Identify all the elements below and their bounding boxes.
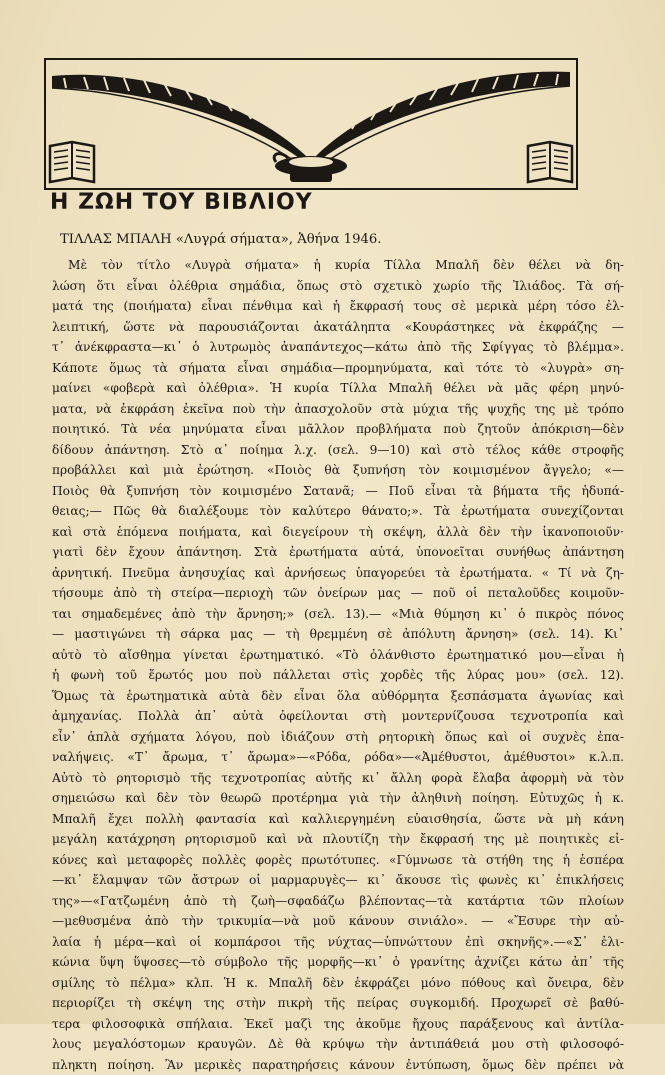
text-line: καὶ στὰ ἑπόμενα ποιήματα, καὶ διεγείρουν τὴ σκέψη, ἀλλὰ δὲν τὴν ἱκανοποιοῦν· xyxy=(52,522,624,543)
text-line: ποιητικό. Τὰ νέα μηνύματα εἶναι μᾶλλον προβλήματα ποὺ ζητοῦν ἀπόκριση—δὲν xyxy=(52,419,624,440)
text-line: κόνες καὶ μεταφορὲς πολλὲς φορὲς πρωτότυπες. «Γύμνωσε τὰ στήθη της ἡ ἑσπέρα xyxy=(52,850,624,871)
text-line: λαία ἡ μέρα—καὶ οἱ κομπάρσοι τῆς νύχτας—ὑπνώττουν ἐπὶ σκηνῆς».—«Σ᾽ ἐλι- xyxy=(52,932,624,953)
text-line: τήσουμε ἀπὸ τὴ στείρα—περιοχὴ τῶν ὀνείρων μας — ποῦ οἱ πεταλοῦδες κοιμοῦν- xyxy=(52,583,624,604)
text-line: —κι᾽ ἔλαμψαν τῶν ἄστρων οἱ μαρμαρυγὲς— κι᾽ ἄκουσε τὶς φωνὲς κι᾽ ἐπικλήσεις xyxy=(52,870,624,891)
text-line: ἀμηχανίας. Πολλὰ ἀπ᾽ αὐτὰ ὀφείλονται στὴ μοντερνίζουσα τεχνοτροπία καὶ xyxy=(52,706,624,727)
text-line: ματα, νὰ ἐκφράση ἐκεῖνα ποὺ τὴν ἀπασχολοῦν στὰ μύχια τῆς ψυχῆς της μὲ τρόπο xyxy=(52,399,624,420)
text-line: τ᾽ ἀνέκφραστα—κι᾽ ὁ λυτρωμὸς ἀναπάντεχος—κάτω ἀπὸ τῆς Σφίγγας τὸ βλέμμα». xyxy=(52,337,624,358)
text-line: λώση ὅτι εἶναι ὀλέθρια σημάδια, ὅπως στὸ σχετικὸ χωρίο τῆς Ἰλιάδος. Τὰ σή- xyxy=(52,276,624,297)
text-line: ται σημαδεμένες ἀπὸ τὴν ἄρνηση;» (σελ. 13).— «Μιὰ θύμηση κι᾽ ὁ πικρὸς πόνος xyxy=(52,604,624,625)
text-line: της»—«Γατζωμένη ἀπὸ τὴ ζωὴ—σφαδάζω βλέποντας—τὰ κατάρτια τῶν πλοίων xyxy=(52,891,624,912)
text-line: μαίνει «φοβερὰ καὶ ὀλέθρια». Ἡ κυρία Τίλλα Μπαλῆ θέλει νὰ μᾶς φέρη μηνύ- xyxy=(52,378,624,399)
text-line: δίδουν ἀπάντηση. Στὸ α᾽ ποίημα λ.χ. (σελ. 9—10) καὶ στὸ τέλος κάθε στροφῆς xyxy=(52,440,624,461)
text-line: περιορίζει τὴ σκέψη της στὴν πικρὴ τῆς πείρας συγκομιδή. Προχωρεῖ σὲ βαθύ- xyxy=(52,993,624,1014)
text-line: ἡ φωνὴ τοῦ ἔρωτός μου ποὺ πάλλεται στὶς χορδὲς τῆς λύρας μου» (σελ. 12). xyxy=(52,665,624,686)
text-line: προβάλλει καὶ μιὰ ἐρώτηση. «Ποιὸς θὰ ξυπνήση τὸν κοιμισμένον ἄγγελο; «— xyxy=(52,460,624,481)
text-line: λειπτική, ὥστε νὰ παρουσιάζονται ἀκατάληπτα «Κουράστηκες νὰ ἐκφράζης — xyxy=(52,317,624,338)
text-line: — μαστιγώνει τὴ σάρκα μας — τὴ θρεμμένη σὲ ἀπόλυτη ἄρνηση» (σελ. 14). Κι᾽ xyxy=(52,624,624,645)
text-line: πληκτη ποίηση. Ἂν μερικὲς παρατηρήσεις κάνουν ἐντύπωση, ὅμως δὲν πρέπει νὰ xyxy=(52,1055,624,1075)
text-line: σμίλης τὸ πέλμα» κλπ. Ἡ κ. Μπαλῆ δὲν ἐκφράζει μόνο πόθους καὶ ὄνειρα, δὲν xyxy=(52,973,624,994)
text-line: ματά της (ποιήματα) εἶναι πένθιμα καὶ ἡ ἔκφρασή τους σὲ μερικὰ μέρη τόσο ἐλ- xyxy=(52,296,624,317)
text-line: ναλήψεις. «Τ᾽ ἄρωμα, τ᾽ ἄρωμα»—«Ρόδα, ρόδα»—«Ἀμέθυστοι, ἀμέθυστοι» κ.λ.π. xyxy=(52,747,624,768)
text-line: Μπαλῆ ἔχει πολλὴ φαντασία καὶ καλλιεργημένη εὐαισθησία, ὥστε νὰ μὴ κάνη xyxy=(52,809,624,830)
text-line: Ὅμως τὰ ἐρωτηματικὰ αὐτὰ δὲν εἶναι ὅλα αὐθόρμητα ξεσπάσματα ἀγωνίας καὶ xyxy=(52,686,624,707)
open-books-and-lamp-ornament-icon xyxy=(44,58,578,190)
text-line: Αὐτὸ τὸ ρητορισμὸ τῆς τεχνοτροπίας αὐτῆς κι᾽ ἄλλη φορὰ ἔλαβα ἀφορμὴ νὰ τὸν xyxy=(52,768,624,789)
text-line: αὐτὸ τὸ αἴσθημα γίνεται ἐρωτηματικό. «Τὸ ὀλάνθιστο ἐρωτηματικό μου—εἶναι ἡ xyxy=(52,645,624,666)
text-line: Ποιὸς θὰ ξυπνήση τὸν κοιμισμένο Σατανᾶ; — Ποῦ εἶναι τὰ βήματα τῆς ἡδυπά- xyxy=(52,481,624,502)
review-body xyxy=(52,255,624,1075)
text-line: θειας;— Πῶς θὰ διαλέξουμε τὸν καλύτερο θάνατο;». Τὰ ἐρωτήματα συνεχίζονται xyxy=(52,501,624,522)
text-line: γιατὶ δὲν ἔχουν ἀπάντηση. Στὰ ἐρωτήματα αὐτά, ὑπονοεῖται συνήθως ἀπάντηση xyxy=(52,542,624,563)
text-line: σημειώσω καὶ δὲν τὸν θεωρῶ προτέρημα γιὰ τὴν ἀληθινὴ ποίηση. Εὐτυχῶς ἡ κ. xyxy=(52,788,624,809)
text-line: Κάποτε ὅμως τὰ σήματα εἶναι σημάδια—προμηνύματα, καὶ τότε τὸ «λυγρὰ» ση- xyxy=(52,358,624,379)
text-line: —μεθυσμένα ἀπὸ τὴν τρικυμία—νὰ μοῦ κάνουν σινιάλο». — «Ἔσυρε τὴν αὐ- xyxy=(52,911,624,932)
review-header: ΤΙΛΛΑΣ ΜΠΑΛΗ «Λυγρά σήματα», Ἀθήνα 1946. xyxy=(60,232,620,247)
text-line: Μὲ τὸν τίτλο «Λυγρὰ σήματα» ἡ κυρία Τίλλα Μπαλῆ δὲν θέλει νὰ δη- xyxy=(52,255,624,276)
section-title: Η ΖΩΗ ΤΟΥ ΒΙΒΛΙΟΥ xyxy=(50,190,313,215)
text-line: κώνια ὕψη ὕψοσες—τὸ σύμβολο τῆς μορφῆς—κι᾽ ὁ γρανίτης ἀχνίζει κάτω ἀπ᾽ τῆς xyxy=(52,952,624,973)
text-line: ἀρνητική. Πνεῦμα ἀνησυχίας καὶ ἀρνήσεως ὑπαγορεύει τὰ ἐρωτήματα. « Τί νὰ ζη- xyxy=(52,563,624,584)
text-line: τερα φιλοσοφικὰ σπήλαια. Ἐκεῖ μαζὶ της ἀκοῦμε ἤχους παράξενους καὶ ἀντίλα- xyxy=(52,1014,624,1035)
text-line: λους μεγαλόστομων κραυγῶν. Δὲ θὰ κρύψω τὴν ἀντιπάθειά μου στὴ φιλοσοφό- xyxy=(52,1034,624,1055)
text-line: μεγάλη κατάχρηση ρητορισμοῦ καὶ νὰ πλουτίζη τὴν ἔκφρασή της μὲ ποιητικὲς εἰ- xyxy=(52,829,624,850)
text-line: εἶν᾽ ἁπλὰ σχήματα λόγου, ποὺ ἰδιάζουν στὴ ρητορικὴ ὅπως καὶ οἱ συχνὲς ἐπα- xyxy=(52,727,624,748)
